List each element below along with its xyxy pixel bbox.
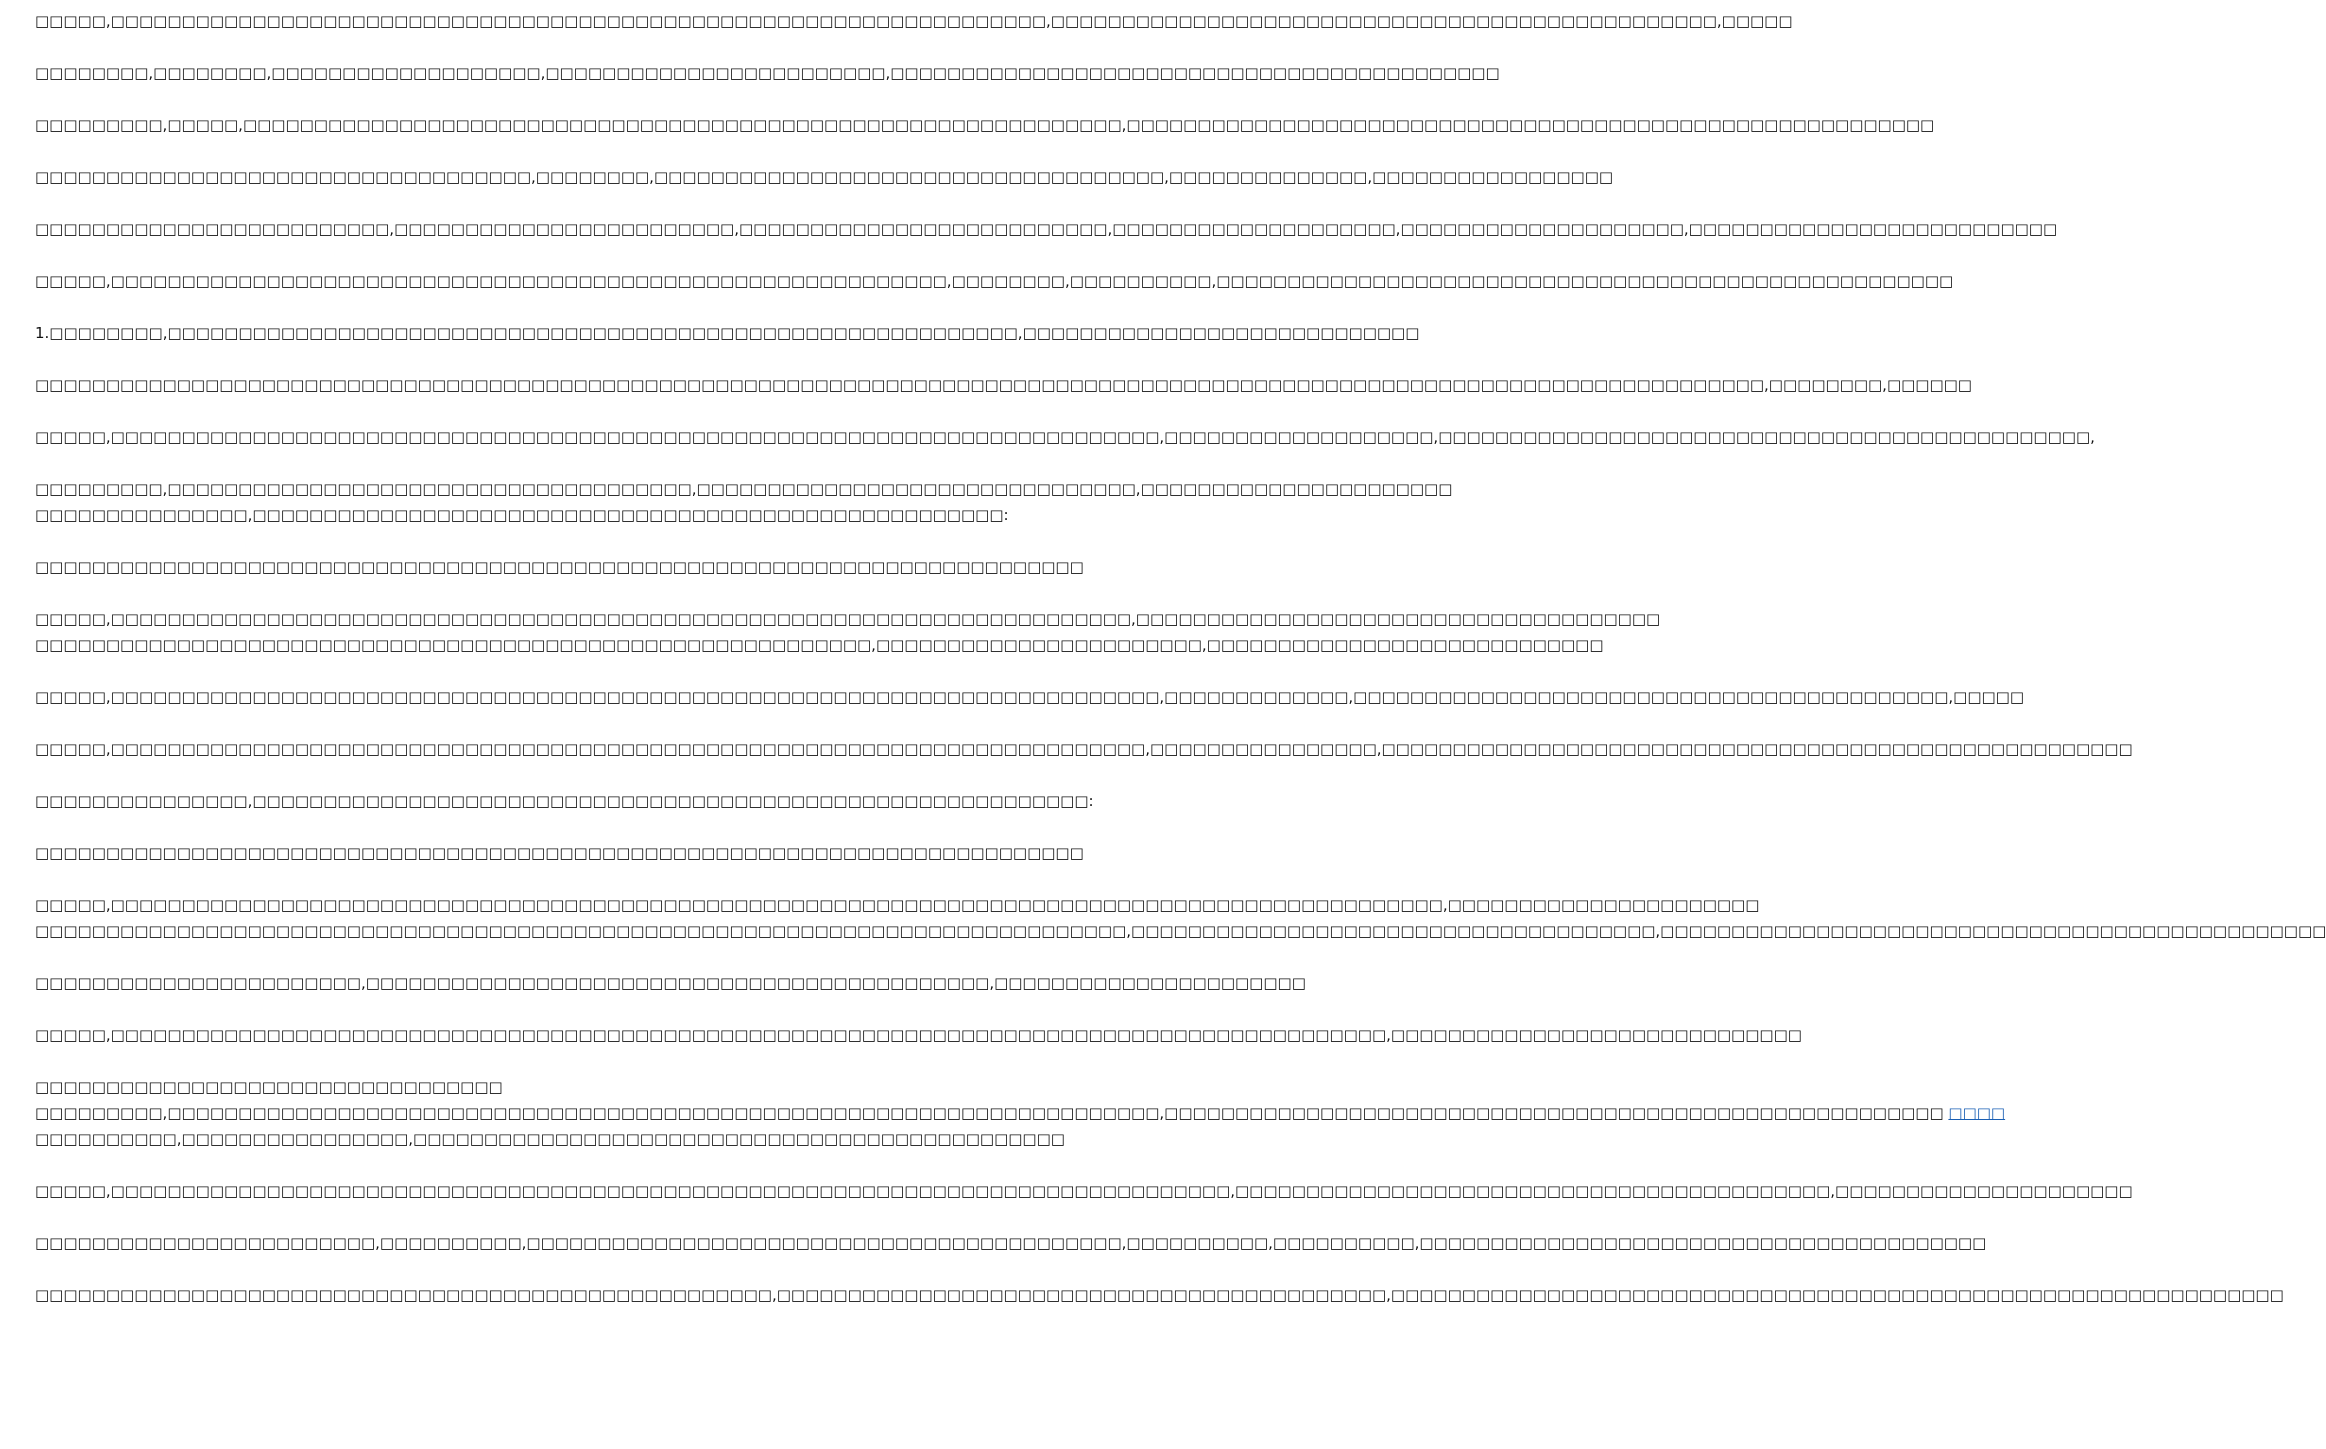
paragraph: [35, 1178, 2133, 1204]
text-line-content: □□□□□□□□□□□□□□□□□□□□□□□□□,□□□□□□□□□□□□□□□□□□□□□□□□,□□□□□□□□□□□□□□□□□□□□□□□□□□,□□□□□□□□□□□□□□□□□□□□,□□□□□□□□□□□□□□□□□□□□,□□□□□□□□□□□□□□□□□□□□□□□□□□: [35, 220, 2058, 238]
inline-link[interactable]: □□□□: [1948, 1104, 2006, 1122]
text-line-content: □□□□□,□□□□□□□□□□□□□□□□□□□□□□□□□□□□□□□□□□□□□□□□□□□□□□□□□□□□□□□□□□□□□□□□□□□□□□□□□□,□□□□□□□□□□□□□,□□□□□□□□□□□□□□□□□□□□□□□□□□□□□□□□□□□□□□□□□□,□□□□□: [35, 688, 2025, 706]
paragraph: [35, 554, 1084, 580]
text-line-content: □□□□□□□□□□□□□□□□□□□□□□□□□□□□□□□□□□□□□□□□□□□□□□□□□□□□□□□□□□□□□□□□□□□□□□□□□□: [35, 844, 1084, 862]
paragraph: [35, 788, 1094, 814]
text-line-content: □□□□□□□□□□□□□□□□□□□□□□□□□□□□□□□□□□□,□□□□□□□□,□□□□□□□□□□□□□□□□□□□□□□□□□□□□□□□□□□□□,□□□□□□□□□□□□□□,□□□□□□□□□□□□□□□□□: [35, 168, 1614, 186]
text-line: [35, 8, 1793, 34]
text-line-content: □□□□□□□□□□□□□□□□□□□□□□□□,□□□□□□□□□□,□□□□□□□□□□□□□□□□□□□□□□□□□□□□□□□□□□□□□□□□□□,□□□□□□□□□□,□□□□□□□□□□,□□□□□□□□□□□□□□□□□□□□□□□□□□□□□□□□□□□□□□□□: [35, 1234, 1987, 1252]
paragraph: [35, 268, 1954, 294]
paragraph: [35, 1230, 1987, 1256]
text-line: [35, 502, 1009, 528]
paragraph: [35, 1282, 2284, 1308]
text-line-content: □□□□□□□□□,□□□□□,□□□□□□□□□□□□□□□□□□□□□□□□□□□□□□□□□□□□□□□□□□□□□□□□□□□□□□□□□□□□□□,□□□□□□□□□□□□□□□□□□□□□□□□□□□□□□□□□□□□□□□□□□□□□□□□□□□□□□□□□: [35, 116, 1935, 134]
text-line: [35, 1100, 2006, 1126]
text-line-content: □□□□□□□□,□□□□□□□□,□□□□□□□□□□□□□□□□□□□,□□□□□□□□□□□□□□□□□□□□□□□□,□□□□□□□□□□□□□□□□□□□□□□□□□□□□□□□□□□□□□□□□□□□: [35, 64, 1500, 82]
text-line: [35, 1074, 989, 1100]
text-line-content: □□□□□,□□□□□□□□□□□□□□□□□□□□□□□□□□□□□□□□□□□□□□□□□□□□□□□□□□□□□□□□□□□,□□□□□□□□,□□□□□□□□□□,□□□□□□□□□□□□□□□□□□□□□□□□□□□□□□□□□□□□□□□□□□□□□□□□□□□□: [35, 272, 1954, 290]
text-line-content: □□□□□□□□□□□□□□□□□□□□□□□□□□□□□□□□□□□□□□□□□□□□□□□□□□□□□□□□□□□,□□□□□□□□□□□□□□□□□□□□□□□,□□□□□□□□□□□□□□□□□□□□□□□□□□□□: [35, 636, 1604, 654]
paragraph: [35, 216, 2058, 242]
text-line: [35, 1230, 1987, 1256]
text-line-content: □□□□□,□□□□□□□□□□□□□□□□□□□□□□□□□□□□□□□□□□□□□□□□□□□□□□□□□□□□□□□□□□□□□□□□□□□□□□□□□,□□□□□□□□□□□□□□□□,□□□□□□□□□□□□□□□□□□□□□□□□□□□□□□□□□□□□□□□□□□□□□□□□□□□□□: [35, 740, 2133, 758]
paragraph: [35, 112, 1935, 138]
text-line: [35, 892, 1760, 918]
text-line: [35, 164, 1614, 190]
paragraph: [35, 840, 1084, 866]
paragraph: [35, 970, 1306, 996]
text-line: [35, 268, 1954, 294]
text-line: [35, 1126, 1065, 1152]
text-line: [35, 736, 2133, 762]
text-line-content: □□□□□□□□□,□□□□□□□□□□□□□□□□□□□□□□□□□□□□□□□□□□□□□□□□□□□□□□□□□□□□□□□□□□□□□□□□□□□□□□,□□□□□□□□□□□□□□□□□□□□□□□□□□□□□□□□□□□□□□□□□□□□□□□□□□□□□□□: [35, 1104, 1949, 1122]
paragraph: [35, 60, 1500, 86]
paragraph: [35, 892, 2326, 944]
text-line: [35, 216, 2058, 242]
paragraph: [35, 684, 2025, 710]
paragraph: [35, 320, 1420, 346]
text-line-content: □□□□□□□□□□,□□□□□□□□□□□□□□□□,□□□□□□□□□□□□□□□□□□□□□□□□□□□□□□□□□□□□□□□□□□□□□□: [35, 1130, 1065, 1148]
text-line-content: 1.□□□□□□□□,□□□□□□□□□□□□□□□□□□□□□□□□□□□□□□□□□□□□□□□□□□□□□□□□□□□□□□□□□□□□,□□□□□□□□□□□□□□□□□□□□□□□□□□□□: [35, 324, 1420, 342]
text-line: [35, 424, 2095, 450]
paragraph: [35, 372, 1972, 398]
text-line: [35, 554, 1084, 580]
text-line-content: □□□□□,□□□□□□□□□□□□□□□□□□□□□□□□□□□□□□□□□□□□□□□□□□□□□□□□□□□□□□□□□□□□□□□□□□□□□□□□□□□□□□□□□□□□□□□□□□,□□□□□□□□□□□□□□□□□□□□□□□□□□□□□: [35, 1026, 1802, 1044]
text-line: [35, 372, 1972, 398]
paragraph: [35, 1022, 1802, 1048]
text-line: [35, 970, 1306, 996]
text-line-content: □□□□□□□□□□□□□□□□□□□□□□□□□□□□□□□□□□□□□□□□□□□□□□□□□□□□□□□□□□□□□□□□□□□□□□□□□□: [35, 558, 1084, 576]
text-line: [35, 320, 1420, 346]
text-line-content: □□□□□□□□□□□□□□□,□□□□□□□□□□□□□□□□□□□□□□□□□□□□□□□□□□□□□□□□□□□□□□□□□□□□□:: [35, 506, 1009, 524]
text-line-content: □□□□□,□□□□□□□□□□□□□□□□□□□□□□□□□□□□□□□□□□□□□□□□□□□□□□□□□□□□□□□□□□□□□□□□□□□□□□□□□□□□□□□□□□□□□□□□□□□□□□,□□□□□□□□□□□□□□□□□□□□□□: [35, 896, 1760, 914]
document-body: [35, 8, 2326, 1334]
text-line-content: □□□□□□□□□,□□□□□□□□□□□□□□□□□□□□□□□□□□□□□□□□□□□□□,□□□□□□□□□□□□□□□□□□□□□□□□□□□□□□□,□□□□□□□□□□□□□□□□□□□□□□: [35, 480, 1453, 498]
text-line-content: □□□□□,□□□□□□□□□□□□□□□□□□□□□□□□□□□□□□□□□□□□□□□□□□□□□□□□□□□□□□□□□□□□□□□□□□□□□□□□,□□□□□□□□□□□□□□□□□□□□□□□□□□□□□□□□□□□□□: [35, 610, 1661, 628]
text-line: [35, 1022, 1802, 1048]
text-line-content: □□□□□□□□□□□□□□□,□□□□□□□□□□□□□□□□□□□□□□□□□□□□□□□□□□□□□□□□□□□□□□□□□□□□□□□□□□□:: [35, 792, 1094, 810]
text-line: [35, 840, 1084, 866]
text-line-content: □□□□□,□□□□□□□□□□□□□□□□□□□□□□□□□□□□□□□□□□□□□□□□□□□□□□□□□□□□□□□□□□□□□□□□□□□□□□□□□□,□□□□□□□□□□□□□□□□□□□,□□□□□□□□□□□□□□□□□□□□□□□□□□□□□□□□□□□□□□□□□□□□□□,: [35, 428, 2095, 446]
text-line: [35, 1282, 2284, 1308]
text-line: [35, 60, 1500, 86]
paragraph: [35, 606, 1661, 658]
text-line: [35, 788, 1094, 814]
text-line: [35, 1178, 2133, 1204]
text-line-content: □□□□□□□□□□□□□□□□□□□□□□□□□□□□□□□□□□□□□□□□□□□□□□□□□□□□□□□□□□□□□□□□□□□□□□□□□□□□□□□□□□□□□□□□□□□□□□□□□□□□□□□□□□□□□□□□□□□□□□□□□□,□□□□□□□□,□□□□□□: [35, 376, 1972, 394]
paragraph: [35, 1074, 2006, 1152]
text-line: [35, 918, 2326, 944]
text-line: [35, 112, 1935, 138]
text-line: [35, 684, 2025, 710]
text-line-content: □□□□□,□□□□□□□□□□□□□□□□□□□□□□□□□□□□□□□□□□□□□□□□□□□□□□□□□□□□□□□□□□□□□□□□□□,□□□□□□□□□□□□□□□□□□□□□□□□□□□□□□□□□□□□□□□□□□□□□□□,□□□□□: [35, 12, 1793, 30]
text-line-content: □□□□□□□□□□□□□□□□□□□□□□□□□□□□□□□□□□□□□□□□□□□□□□□□□□□□□□□□□□□□□□□□□□□□□□□□□□□□□,□□□□□□□□□□□□□□□□□□□□□□□□□□□□□□□□□□□□□,□□□□□□□□□□□□□□□□□□□□□□□□□□□□□□□□□□□□□□□□□□□□□□□: [35, 922, 2326, 940]
paragraph: [35, 736, 2133, 762]
text-line-content: □□□□□□□□□□□□□□□□□□□□□□□,□□□□□□□□□□□□□□□□□□□□□□□□□□□□□□□□□□□□□□□□□□□□,□□□□□□□□□□□□□□□□□□□□□□: [35, 974, 1306, 992]
paragraph: [35, 164, 1614, 190]
text-line-content: □□□□□□□□□□□□□□□□□□□□□□□□□□□□□□□□□: [35, 1078, 503, 1096]
text-line: [35, 476, 1453, 502]
paragraph: [35, 424, 2095, 450]
text-line-content: □□□□□,□□□□□□□□□□□□□□□□□□□□□□□□□□□□□□□□□□□□□□□□□□□□□□□□□□□□□□□□□□□□□□□□□□□□□□□□□□□□□□□,□□□□□□□□□□□□□□□□□□□□□□□□□□□□□□□□□□□□□□□□□□,□□□□□□□□□□□□□□□□□□□□□: [35, 1182, 2133, 1200]
paragraph: [35, 476, 1453, 528]
text-line: [35, 632, 1604, 658]
paragraph: [35, 8, 1793, 34]
text-line-content: □□□□□□□□□□□□□□□□□□□□□□□□□□□□□□□□□□□□□□□□□□□□□□□□□□□□,□□□□□□□□□□□□□□□□□□□□□□□□□□□□□□□□□□□□□□□□□□□,□□□□□□□□□□□□□□□□□□□□□□□□□□□□□□□□□□□□□□□□□□□□□□□□□□□□□□□□□□□□□□□: [35, 1286, 2284, 1304]
text-line: [35, 606, 1661, 632]
